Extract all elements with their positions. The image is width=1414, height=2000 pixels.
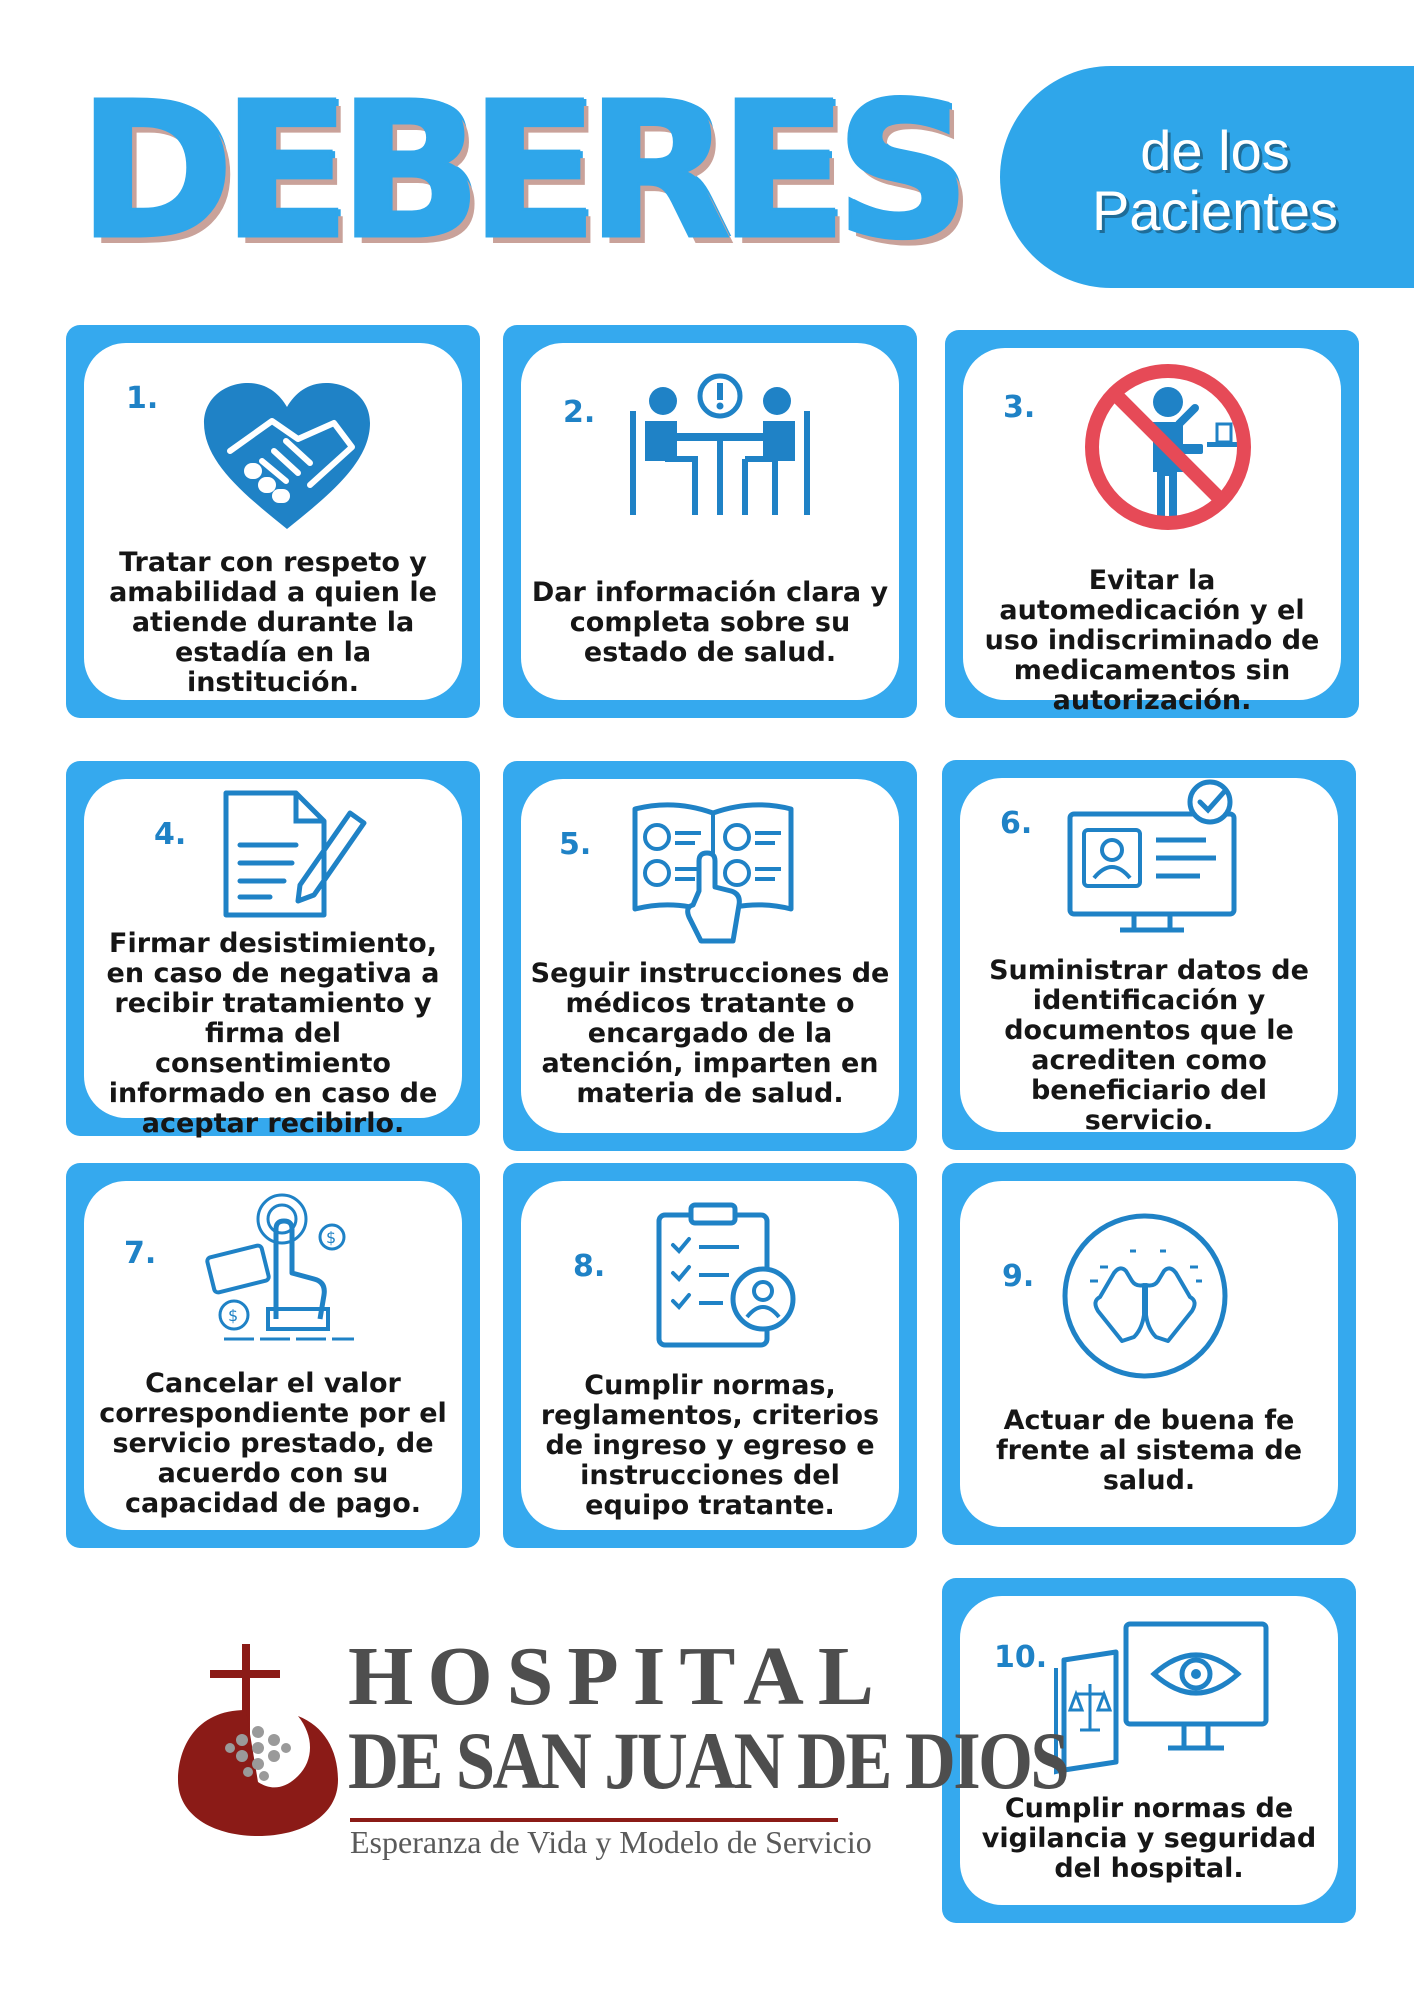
no-self-medication-icon <box>1083 362 1253 532</box>
duty-card-2 <box>503 325 917 718</box>
duty-number: 4. <box>154 817 187 852</box>
duty-number: 5. <box>559 827 592 862</box>
duty-card-inner <box>960 1181 1338 1527</box>
duty-card-inner <box>84 343 462 700</box>
duty-text: Actuar de buena fe frente al sistema de salud. <box>995 1405 1303 1496</box>
duty-text: Firmar desistimiento, en caso de negativa a recibir tratamiento y firma del consentimiento informado en caso de aceptar recibirlo. <box>106 928 440 1139</box>
duty-number: 6. <box>1000 806 1033 841</box>
duty-text: Cumplir normas de vigilancia y seguridad del hospital. <box>981 1793 1317 1884</box>
duty-card-4 <box>66 761 480 1139</box>
page-title: DEBERES <box>78 62 959 281</box>
clipboard-checklist-icon <box>653 1201 803 1351</box>
duty-number: 1. <box>126 381 159 416</box>
duty-card-inner <box>960 778 1338 1136</box>
meeting-information-icon <box>625 371 815 521</box>
duty-card-inner <box>521 1181 899 1530</box>
identity-verification-icon <box>1064 778 1248 938</box>
duty-text: Cumplir normas, reglamentos, criterios de ingreso y egreso e instrucciones del equipo tratante. <box>540 1370 880 1521</box>
logo-hospital-name: DE SAN JUAN DE DIOS <box>348 1715 1067 1806</box>
duty-number: 2. <box>563 395 596 430</box>
instructions-book-icon <box>629 799 799 949</box>
duty-card-inner <box>84 779 462 1139</box>
svg-text:$: $ <box>326 1228 337 1247</box>
duty-text: Suministrar datos de identificación y documentos que le acrediten como beneficiario del servicio. <box>989 955 1309 1136</box>
duty-card-inner <box>521 343 899 700</box>
duty-card-inner <box>84 1181 462 1530</box>
duty-card-inner <box>963 348 1341 716</box>
duty-card-9 <box>942 1163 1356 1545</box>
duty-text: Seguir instrucciones de médicos tratante o encargado de la atención, imparten en materia de salud. <box>530 958 890 1109</box>
duty-text: Dar información clara y completa sobre su estado de salud. <box>531 577 889 668</box>
duty-number: 10. <box>994 1640 1048 1675</box>
duty-text: Cancelar el valor correspondiente por el servicio prestado, de acuerdo con su capacidad de pago. <box>99 1368 447 1519</box>
logo-hospital-word: HOSPITAL <box>348 1630 888 1723</box>
duty-number: 8. <box>573 1249 606 1284</box>
payment-card-icon <box>204 1189 364 1349</box>
duty-card-1 <box>66 325 480 718</box>
logo-divider <box>350 1818 838 1822</box>
subtitle-line-2: Pacientes <box>1092 179 1338 242</box>
duty-number: 9. <box>1002 1259 1035 1294</box>
duty-text: Evitar la automedicación y el uso indiscriminado de medicamentos sin autorización. <box>984 565 1320 716</box>
duty-card-8 <box>503 1163 917 1548</box>
svg-text:$: $ <box>228 1306 239 1325</box>
duty-card-inner <box>521 779 899 1133</box>
logo-tagline: Esperanza de Vida y Modelo de Servicio <box>350 1824 872 1860</box>
surveillance-monitor-icon <box>1044 1618 1276 1778</box>
subtitle-line-1: de los <box>1140 119 1290 182</box>
duty-number: 7. <box>124 1236 157 1271</box>
heart-handshake-icon <box>202 381 372 531</box>
duty-card-5 <box>503 761 917 1151</box>
good-faith-hands-icon <box>1060 1211 1230 1381</box>
duty-card-3 <box>945 330 1359 718</box>
duty-card-6 <box>942 760 1356 1150</box>
duty-card-7 <box>66 1163 480 1548</box>
duty-text: Tratar con respeto y amabilidad a quien le atiende durante la estadía en la institución. <box>109 547 437 698</box>
sign-document-icon <box>220 789 370 919</box>
duty-number: 3. <box>1003 390 1036 425</box>
hospital-logo-emblem-icon <box>174 1640 344 1840</box>
